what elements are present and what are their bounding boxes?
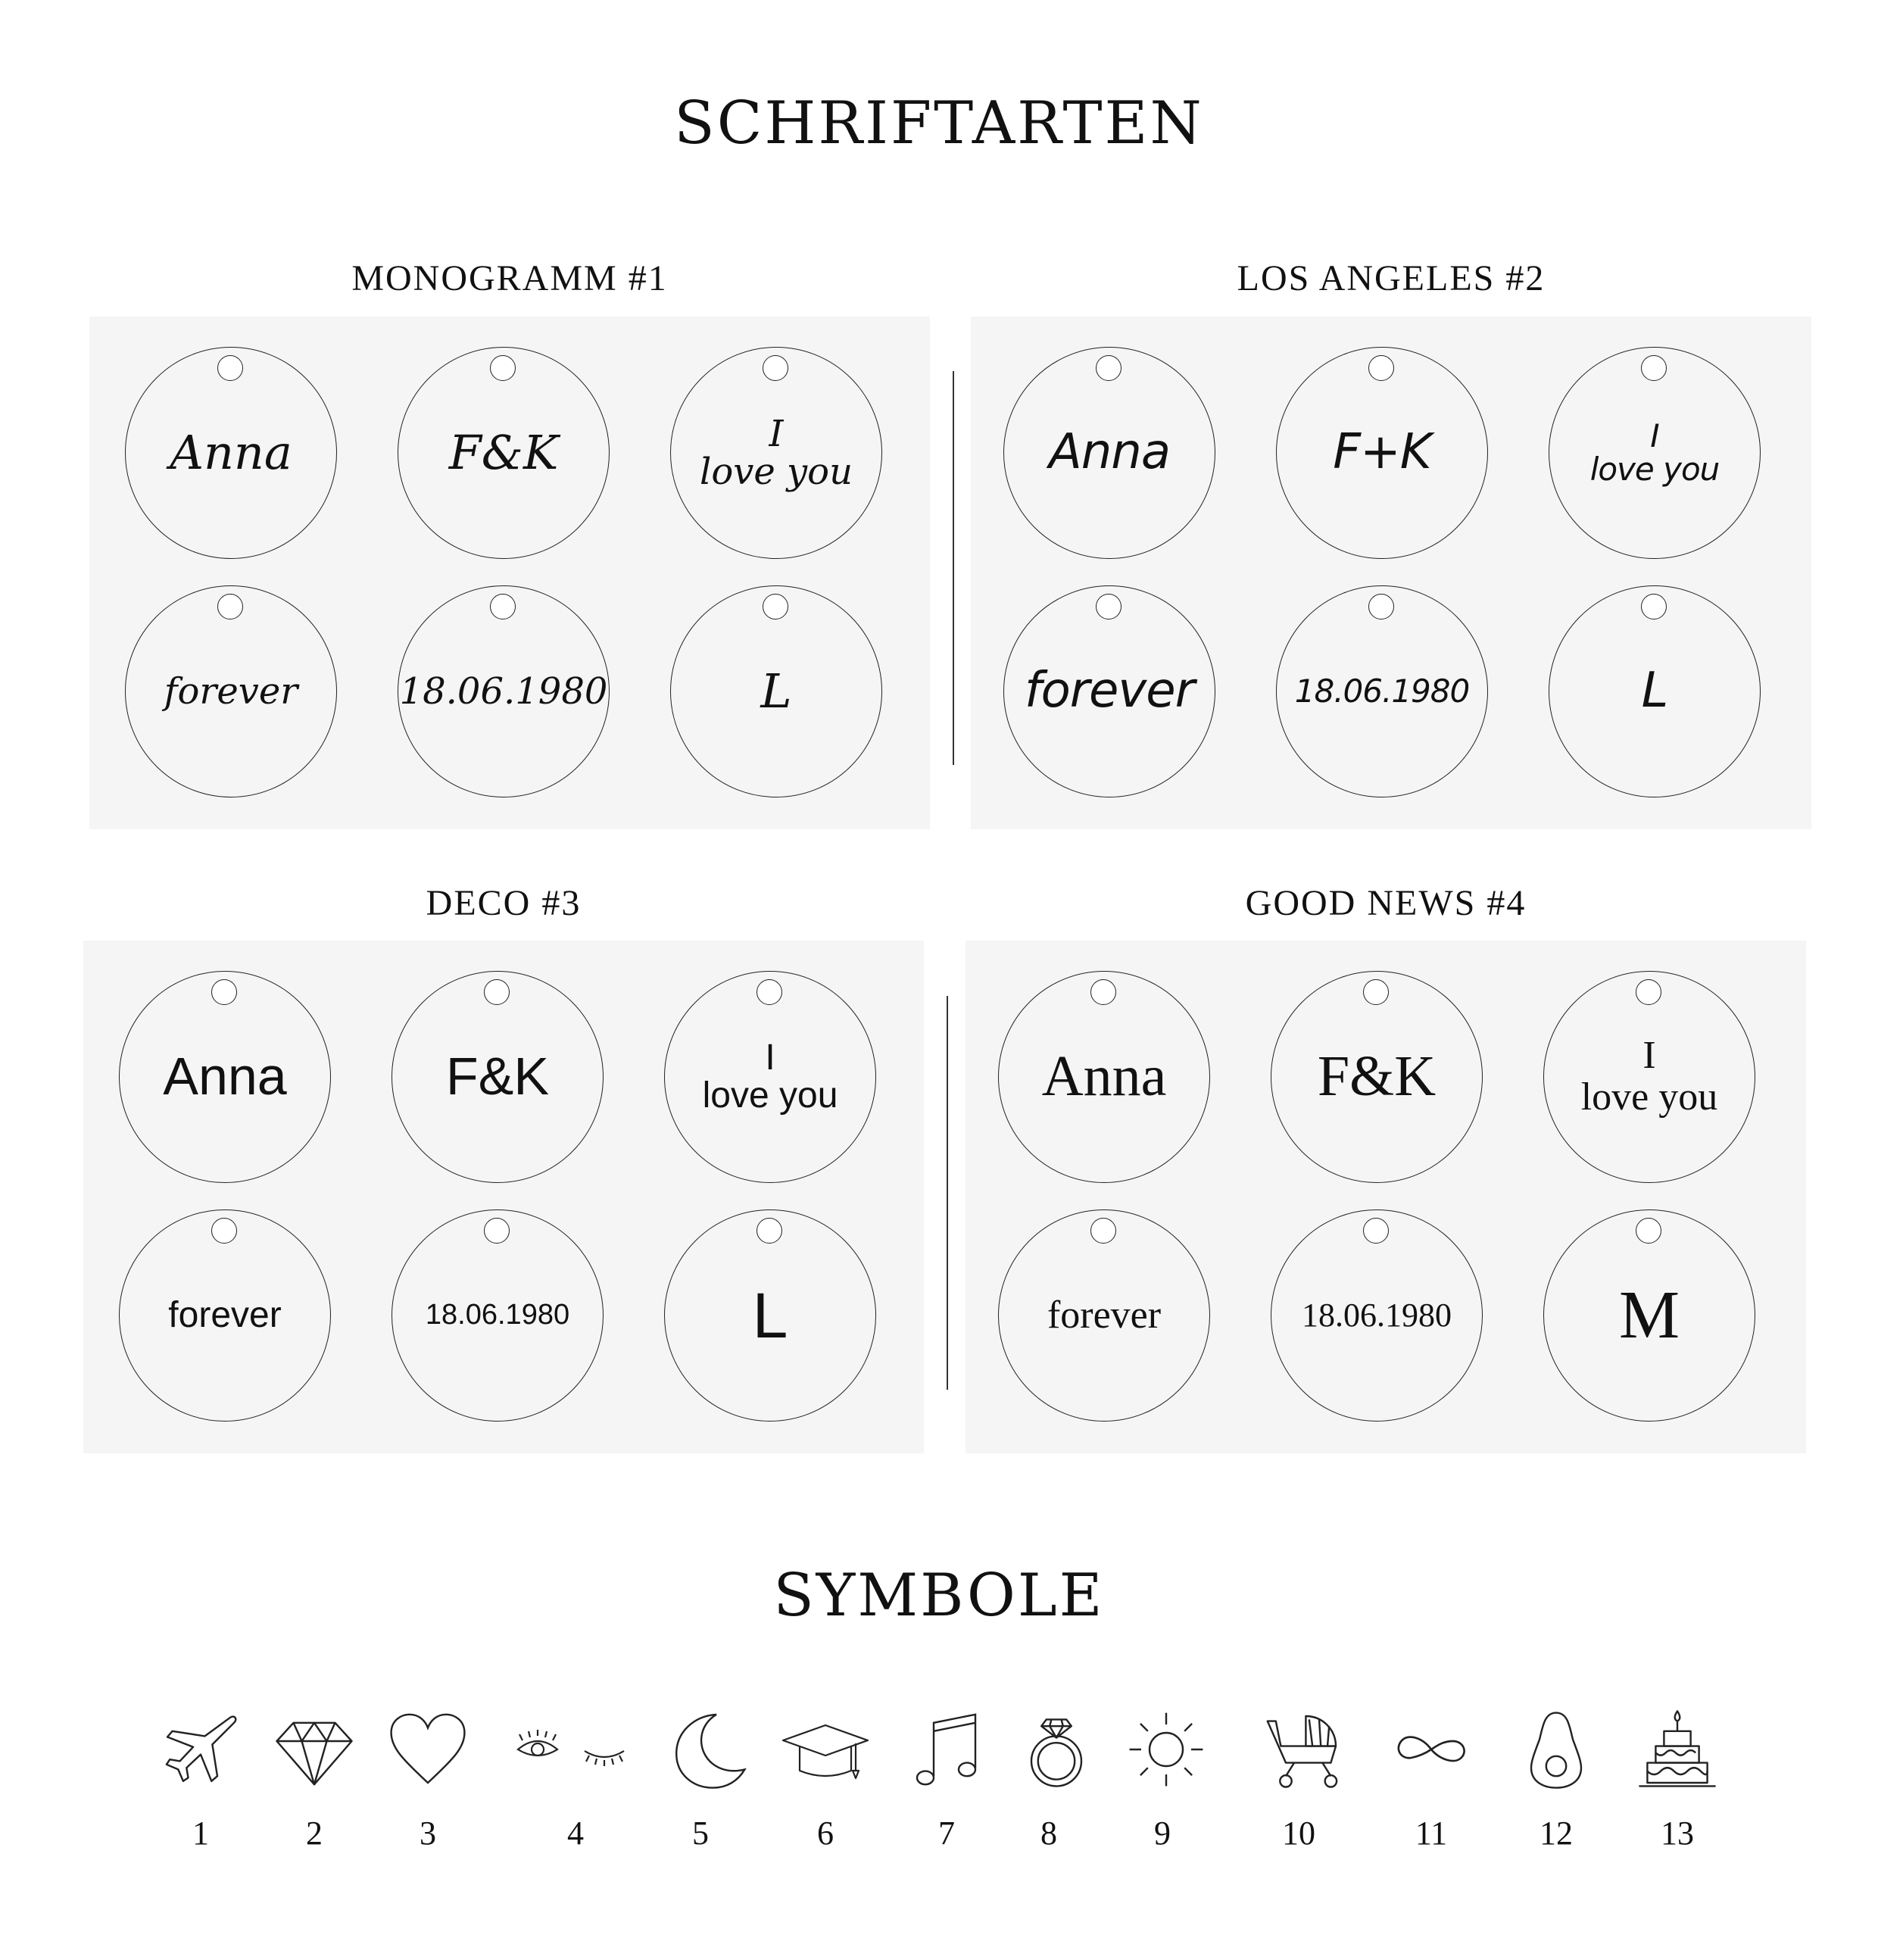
moon-icon <box>666 1708 750 1791</box>
infinity-icon <box>1390 1708 1473 1791</box>
font-panel-los-angeles <box>971 317 1811 829</box>
tag-preview <box>664 1209 876 1422</box>
tag-text: L <box>760 663 792 719</box>
tag-preview <box>1276 347 1488 559</box>
music-note-icon <box>909 1708 992 1791</box>
tag-hole <box>1090 1218 1116 1244</box>
tag-text: F&K <box>445 1047 550 1106</box>
diamond-icon <box>273 1708 356 1791</box>
section-title-monogramm: MONOGRAMM #1 <box>351 258 668 298</box>
cake-icon <box>1636 1708 1719 1791</box>
tag-text: 18.06.1980 <box>399 669 608 713</box>
tag-text: forever <box>1025 663 1194 719</box>
tag-text: 18.06.1980 <box>1302 1296 1452 1334</box>
tag-preview <box>1271 1209 1483 1422</box>
section-title-good-news: GOOD NEWS #4 <box>1245 883 1527 923</box>
tag-preview <box>392 1209 604 1422</box>
panel-divider <box>953 371 954 765</box>
graduation-cap-icon <box>780 1708 871 1791</box>
tag-hole <box>1363 1218 1389 1244</box>
tag-hole <box>1641 594 1667 620</box>
tag-preview <box>1003 585 1215 797</box>
symbol-number: 5 <box>692 1815 709 1852</box>
tag-preview <box>125 585 337 797</box>
symbol-number: 12 <box>1540 1815 1573 1852</box>
tag-preview <box>998 1209 1210 1422</box>
tag-text: Anna <box>170 425 292 481</box>
symbols-title: SYMBOLE <box>773 1562 1105 1630</box>
tag-hole <box>763 594 788 620</box>
heart-icon <box>386 1708 469 1791</box>
tag-hole <box>217 355 243 381</box>
symbol-number: 3 <box>420 1815 436 1852</box>
tag-hole <box>490 355 516 381</box>
tag-hole <box>1636 1218 1661 1244</box>
tag-hole <box>1636 979 1661 1005</box>
tag-preview <box>664 971 876 1183</box>
tag-preview <box>1276 585 1488 797</box>
tag-preview <box>998 971 1210 1183</box>
tag-text: forever <box>164 669 298 713</box>
symbol-number: 9 <box>1154 1815 1171 1852</box>
tag-hole <box>1090 979 1116 1005</box>
tag-text: F&K <box>448 425 559 481</box>
symbol-number: 13 <box>1661 1815 1694 1852</box>
tag-preview <box>1543 1209 1755 1422</box>
sun-icon <box>1125 1708 1208 1791</box>
tag-text: F+K <box>1333 424 1431 481</box>
tag-text: 18.06.1980 <box>1294 672 1470 710</box>
tag-text: M <box>1618 1277 1680 1353</box>
symbol-number: 2 <box>306 1815 323 1852</box>
tag-text: I love you <box>1589 417 1720 488</box>
tag-hole <box>763 355 788 381</box>
symbol-number: 10 <box>1282 1815 1315 1852</box>
tag-text: I love you <box>700 412 853 493</box>
symbol-number: 11 <box>1415 1815 1448 1852</box>
page-title: SCHRIFTARTEN <box>674 89 1204 158</box>
tag-text: I love you <box>702 1037 838 1116</box>
baby-stroller-icon <box>1261 1708 1344 1791</box>
tag-hole <box>1641 355 1667 381</box>
tag-text: Anna <box>163 1047 287 1106</box>
font-panel-good-news <box>966 941 1806 1453</box>
section-title-deco: DECO #3 <box>426 883 582 923</box>
tag-preview <box>119 971 331 1183</box>
tag-text: I love you <box>1580 1034 1718 1119</box>
tag-hole <box>211 979 237 1005</box>
tag-text: L <box>752 1279 788 1351</box>
tag-text: L <box>1641 663 1668 719</box>
tag-text: F&K <box>1317 1044 1437 1109</box>
tag-preview <box>670 347 882 559</box>
tag-hole <box>211 1218 237 1244</box>
tag-preview <box>670 585 882 797</box>
tag-hole <box>484 979 510 1005</box>
tag-text: forever <box>1047 1293 1162 1337</box>
symbol-number: 6 <box>817 1815 834 1852</box>
tag-hole <box>1368 594 1394 620</box>
eyes-icon <box>515 1708 636 1791</box>
tag-text: forever <box>168 1294 282 1335</box>
tag-hole <box>484 1218 510 1244</box>
panel-divider <box>947 996 948 1390</box>
tag-hole <box>1096 594 1121 620</box>
tag-hole <box>1363 979 1389 1005</box>
section-title-los-angeles: LOS ANGELES #2 <box>1237 258 1546 298</box>
tag-hole <box>217 594 243 620</box>
airplane-icon <box>159 1708 242 1791</box>
tag-hole <box>757 979 782 1005</box>
tag-preview <box>119 1209 331 1422</box>
tag-preview <box>1549 347 1761 559</box>
ring-icon <box>1015 1708 1098 1791</box>
tag-preview <box>1549 585 1761 797</box>
tag-text: 18.06.1980 <box>425 1299 570 1331</box>
avocado-icon <box>1515 1708 1598 1791</box>
symbol-number: 1 <box>192 1815 209 1852</box>
font-panel-monogramm <box>89 317 930 829</box>
tag-preview <box>1003 347 1215 559</box>
tag-hole <box>1096 355 1121 381</box>
symbol-number: 8 <box>1040 1815 1057 1852</box>
tag-text: Anna <box>1041 1044 1167 1109</box>
symbol-number: 7 <box>938 1815 955 1852</box>
tag-hole <box>490 594 516 620</box>
symbol-number: 4 <box>567 1815 584 1852</box>
tag-preview <box>1543 971 1755 1183</box>
tag-preview <box>125 347 337 559</box>
tag-preview <box>392 971 604 1183</box>
tag-preview <box>398 585 610 797</box>
tag-hole <box>1368 355 1394 381</box>
tag-preview <box>1271 971 1483 1183</box>
tag-hole <box>757 1218 782 1244</box>
tag-text: Anna <box>1048 424 1171 481</box>
tag-preview <box>398 347 610 559</box>
font-panel-deco <box>83 941 924 1453</box>
